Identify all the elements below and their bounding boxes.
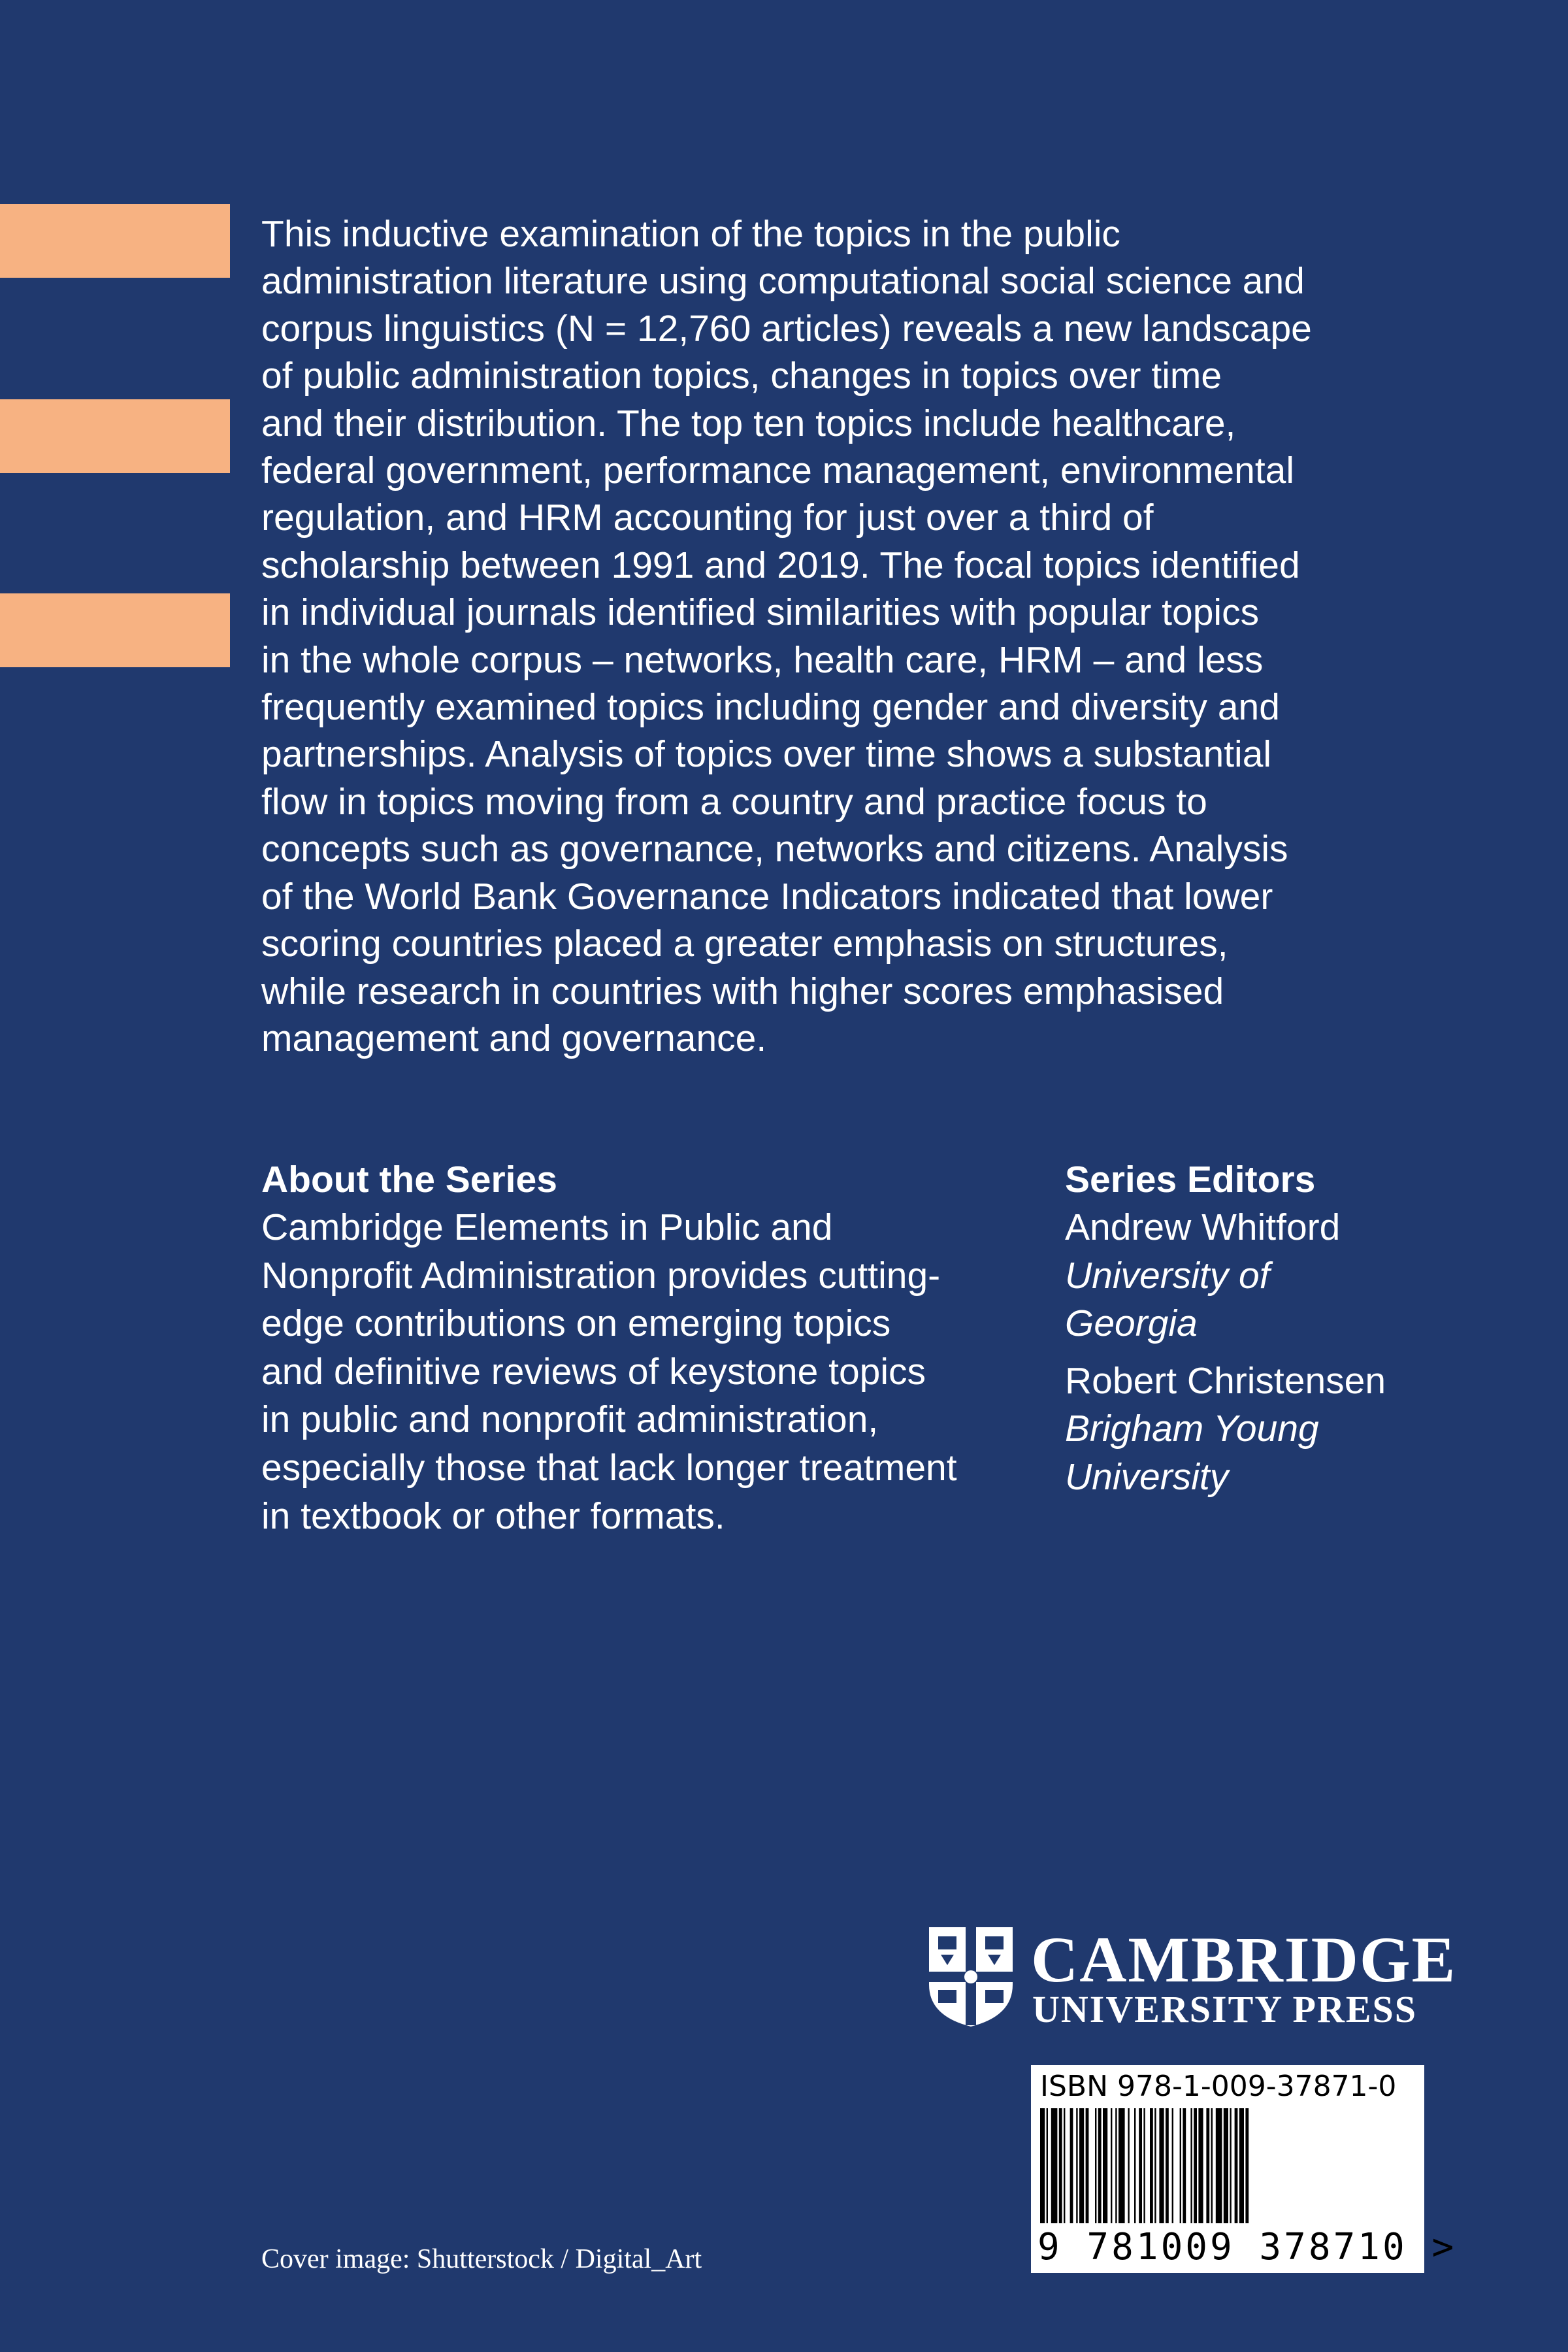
accent-stripe [0, 399, 230, 473]
barcode-bar [1245, 2108, 1249, 2223]
about-series-section [261, 1155, 1045, 1540]
editor-entry [1065, 1204, 1457, 1348]
book-description [261, 210, 1444, 1062]
barcode-bar [1119, 2108, 1125, 2223]
description-line: frequently examined topics including gender and diversity and [261, 686, 1280, 729]
barcode-bar [1134, 2108, 1135, 2223]
description-line: concepts such as governance, networks and citizens. Analysis [261, 828, 1288, 870]
about-series-line: Cambridge Elements in Public and [261, 1206, 833, 1248]
publisher-subname: UNIVERSITY PRESS [1032, 1988, 1418, 2030]
description-line: in individual journals identified similarities with popular topics [261, 591, 1260, 634]
description-line: administration literature using computational social science and [261, 260, 1305, 303]
description-line: regulation, and HRM accounting for just over a third of [261, 497, 1154, 539]
barcode-bar [1143, 2108, 1145, 2223]
university-shield-icon [926, 1925, 1015, 2028]
description-line: federal government, performance management, environmental [261, 450, 1295, 492]
editor-name: Robert Christensen [1065, 1359, 1386, 1402]
barcode-bar [1076, 2108, 1077, 2223]
series-editors-heading: Series Editors [1065, 1159, 1316, 1201]
about-series-line: especially those that lack longer treatment [261, 1446, 957, 1489]
accent-stripe [0, 204, 230, 278]
barcode-bar [1079, 2108, 1084, 2223]
about-series-line: Nonprofit Administration provides cutting- [261, 1254, 941, 1297]
description-line: corpus linguistics (N = 12,760 articles) reveals a new landscape [261, 307, 1312, 350]
description-line: flow in topics moving from a country and practice focus to [261, 780, 1207, 823]
editor-name: Andrew Whitford [1065, 1206, 1341, 1248]
description-line: scholarship between 1991 and 2019. The focal topics identified [261, 544, 1300, 586]
description-line: while research in countries with higher scores emphasised [261, 970, 1224, 1012]
barcode-bar [1230, 2108, 1231, 2223]
barcode-bar [1239, 2108, 1244, 2223]
about-series-line: and definitive reviews of keystone topics [261, 1350, 926, 1393]
series-editors-section [1065, 1155, 1457, 1511]
barcode-bar [1059, 2108, 1062, 2223]
about-series-heading: About the Series [261, 1159, 557, 1201]
barcode-bar [1190, 2108, 1192, 2223]
about-series-line: in public and nonprofit administration, [261, 1399, 879, 1441]
description-line: and their distribution. The top ten topics include healthcare, [261, 402, 1236, 444]
barcode-bar [1040, 2108, 1045, 2223]
editor-entry [1065, 1357, 1457, 1502]
barcode-bar [1139, 2108, 1142, 2223]
barcode-bar [1198, 2108, 1203, 2223]
barcode-bar [1047, 2108, 1048, 2223]
barcode-bar [1064, 2108, 1065, 2223]
editor-affiliation: University of [1065, 1254, 1270, 1297]
barcode-bar [1166, 2108, 1169, 2223]
description-line: partnerships. Analysis of topics over time shows a substantial [261, 733, 1272, 776]
cover-image-credit: Cover image: Shutterstock / Digital_Art [261, 2244, 702, 2274]
barcode-bar [1086, 2108, 1089, 2223]
barcode-bar [1095, 2108, 1096, 2223]
description-line: management and governance. [261, 1017, 767, 1059]
barcode-bar [1211, 2108, 1213, 2223]
barcode-digits: 9 781009 378710 > [1037, 2226, 1457, 2268]
editor-affiliation: Brigham Young [1065, 1408, 1319, 1450]
publisher-name: CAMBRIDGE [1031, 1923, 1457, 1996]
about-series-line: in textbook or other formats. [261, 1495, 725, 1537]
barcode-bar [1115, 2108, 1117, 2223]
barcode-bar [1150, 2108, 1153, 2223]
barcode-bar [1111, 2108, 1112, 2223]
isbn-label: ISBN 978-1-009-37871-0 [1040, 2070, 1397, 2103]
editor-affiliation: University [1065, 1455, 1229, 1498]
barcode-bar [1128, 2108, 1129, 2223]
barcode-bar [1194, 2108, 1197, 2223]
about-series-line: edge contributions on emerging topics [261, 1302, 891, 1345]
barcode-bar [1098, 2108, 1102, 2223]
barcode-bar [1180, 2108, 1181, 2223]
publisher-logo [926, 1923, 1457, 2030]
description-line: scoring countries placed a greater emphasis on structures, [261, 923, 1228, 965]
barcode-bar [1224, 2108, 1228, 2223]
description-line: of public administration topics, changes in topics over time [261, 355, 1222, 397]
barcode-bar [1159, 2108, 1164, 2223]
barcode-bar [1154, 2108, 1156, 2223]
barcode-bar [1103, 2108, 1107, 2223]
barcode-bar [1070, 2108, 1073, 2223]
barcode-bar [1235, 2108, 1238, 2223]
barcode-bar [1216, 2108, 1222, 2223]
barcode-bar [1183, 2108, 1186, 2223]
barcode-bar [1172, 2108, 1173, 2223]
isbn-barcode [1031, 2065, 1457, 2273]
barcode-bars [1040, 2108, 1415, 2223]
accent-stripe [0, 593, 230, 667]
description-line: of the World Bank Governance Indicators indicated that lower [261, 875, 1273, 918]
barcode-bar [1206, 2108, 1209, 2223]
barcode-bar [1051, 2108, 1058, 2223]
editor-affiliation: Georgia [1065, 1302, 1198, 1345]
description-line: This inductive examination of the topics in the public [261, 213, 1120, 255]
description-line: in the whole corpus – networks, health care, HRM – and less [261, 638, 1264, 681]
